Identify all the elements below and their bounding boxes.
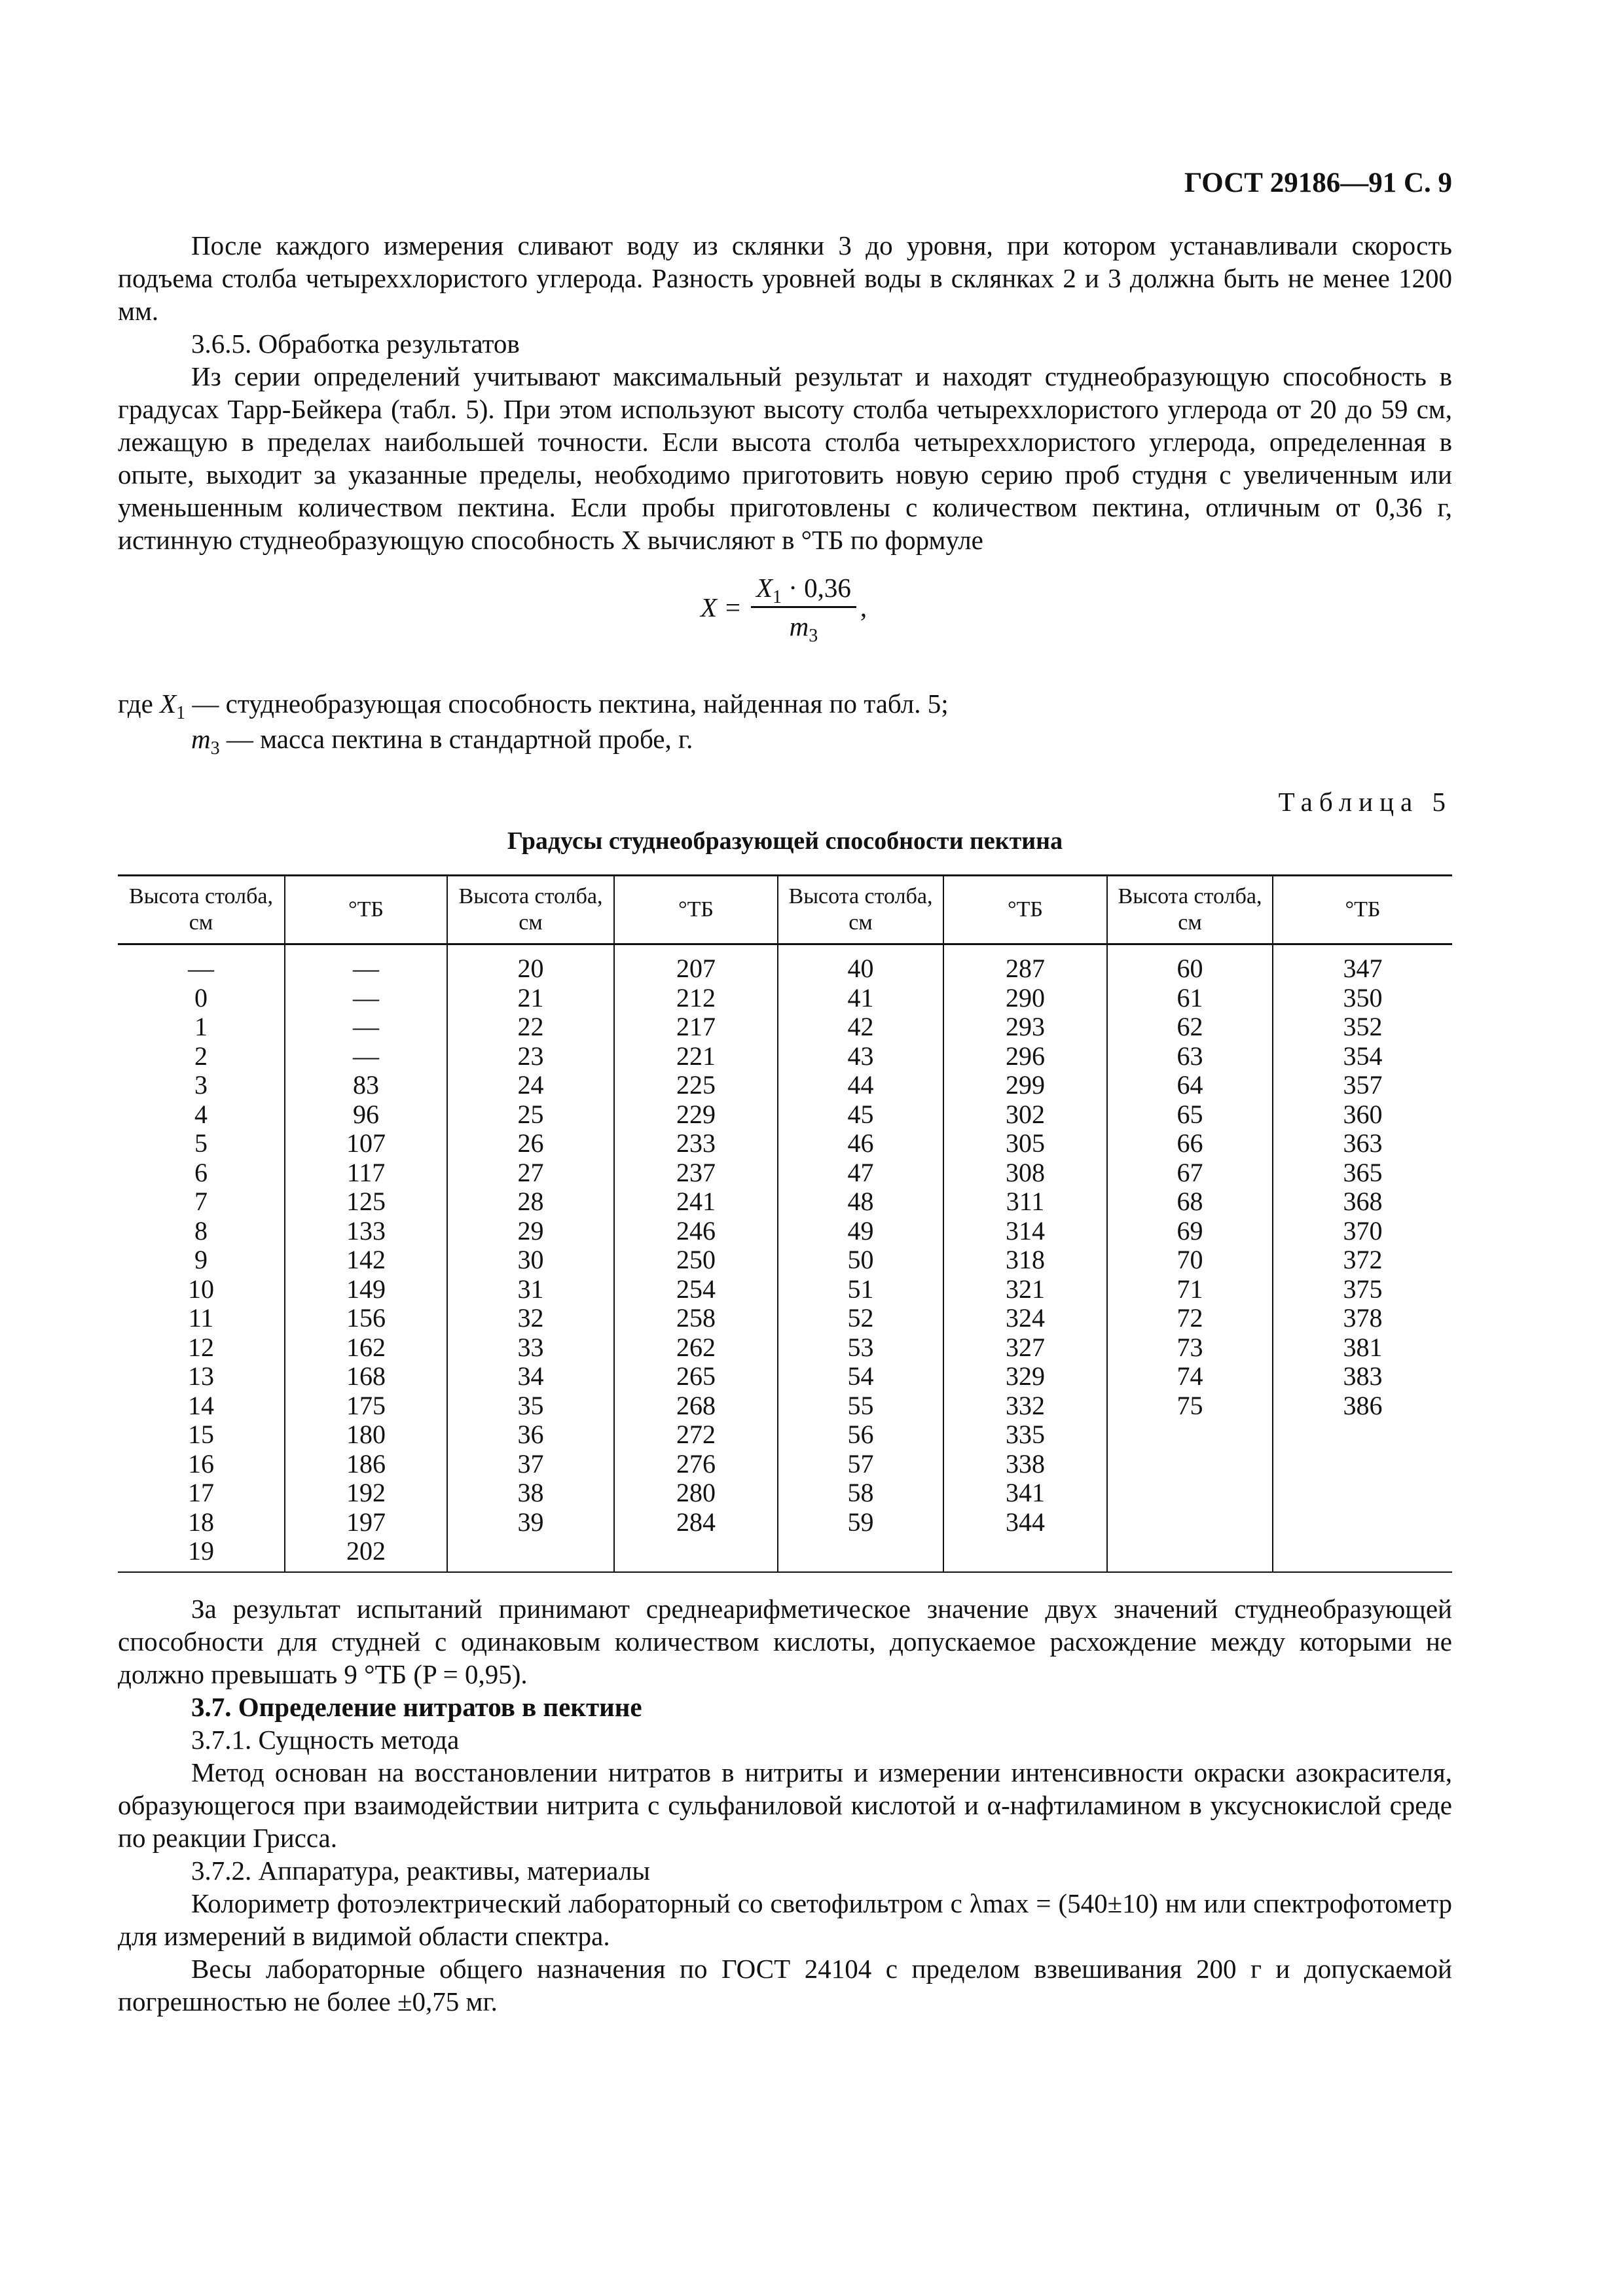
table-cell: 20 [517, 954, 544, 983]
table-cell: 287 [1006, 954, 1045, 983]
table-cell-empty [1108, 1479, 1272, 1508]
column-tb-2 [614, 944, 778, 1572]
table-cell: 284 [676, 1507, 716, 1537]
formula-legend [118, 687, 1452, 759]
table-cell: 149 [346, 1274, 386, 1304]
table-cell: 7 [194, 1187, 208, 1216]
table-cell: 0 [194, 982, 208, 1013]
table-cell: 71 [1176, 1274, 1203, 1304]
table-cell: 117 [346, 1157, 386, 1187]
table-cell: 162 [346, 1332, 386, 1362]
legend-m3: $m_3$ — масса пектина в стандартной пробе, г. [191, 724, 693, 759]
table-cell: 59 [847, 1507, 874, 1537]
table-cell: 57 [847, 1448, 874, 1479]
table-cell-empty [1273, 1537, 1452, 1566]
formula-tail: , [860, 592, 867, 622]
paragraph-drain-water: После каждого измерения сливают воду из склянки 3 до уровня, при котором устанавливали скорость подъема столба четыреххлористого углерода. Разность уровней воды в склянках 2 и 3 должна быть не менее 1200 мм. [118, 230, 1452, 326]
table-cell: 327 [1006, 1332, 1045, 1362]
table-cell: 212 [676, 982, 716, 1013]
formula-fraction [751, 569, 856, 645]
table-cell: 44 [847, 1070, 874, 1100]
table-cell-empty [778, 1537, 943, 1566]
table-cell: 347 [1343, 954, 1383, 983]
table-cell: 360 [1343, 1099, 1383, 1129]
table-cell: 31 [517, 1274, 544, 1304]
table-cell: 70 [1176, 1245, 1203, 1274]
table-header-row [118, 876, 1452, 944]
table-cell: 233 [676, 1128, 716, 1158]
table-cell: 52 [847, 1303, 874, 1333]
column-tb-4 [1273, 944, 1452, 1572]
table-cell-empty [1273, 1479, 1452, 1508]
table-cell: 207 [676, 954, 716, 983]
table-cell: 65 [1176, 1099, 1203, 1129]
table-body-row [118, 944, 1452, 1572]
table-cell: 42 [847, 1012, 874, 1041]
table-cell: — [353, 1041, 379, 1071]
formula-lhs: X = [701, 592, 742, 622]
table-cell: 168 [346, 1361, 386, 1391]
table-cell-empty [1273, 1420, 1452, 1450]
table-cell: 60 [1176, 954, 1203, 983]
table-cell: 72 [1176, 1303, 1203, 1333]
header-height-1: Высота столба, см [118, 876, 285, 944]
table-cell: 19 [188, 1536, 214, 1566]
table-cell: 308 [1006, 1157, 1045, 1187]
table-cell: — [353, 954, 379, 983]
header-height-2: Высота столба, см [447, 876, 614, 944]
table-cell: 133 [346, 1215, 386, 1246]
table-cell: 296 [1006, 1041, 1045, 1071]
table-cell: 12 [188, 1332, 214, 1362]
table-cell: 258 [676, 1303, 716, 1333]
table-cell-empty [448, 1537, 613, 1566]
header-height-3: Высота столба, см [778, 876, 943, 944]
table-cell: — [188, 954, 214, 983]
section-3-7-heading: 3.7. Определение нитратов в пектине [191, 1691, 642, 1722]
table-cell: 54 [847, 1361, 874, 1391]
table-cell: 2 [194, 1041, 208, 1071]
table-cell: 321 [1006, 1274, 1045, 1304]
table-cell: 272 [676, 1420, 716, 1449]
table-cell: 24 [517, 1070, 544, 1100]
table-cell: 344 [1006, 1507, 1045, 1537]
table-cell: 352 [1343, 1012, 1383, 1041]
table-cell: 202 [346, 1536, 386, 1566]
table-cell-empty [1108, 1508, 1272, 1537]
table-cell: 1 [194, 1012, 208, 1041]
table-cell: 64 [1176, 1070, 1203, 1100]
header-tb-3: °ТБ [943, 876, 1107, 944]
table-cell: 250 [676, 1245, 716, 1274]
table-cell: 125 [346, 1187, 386, 1216]
table-cell: 33 [517, 1332, 544, 1362]
table-cell: 305 [1006, 1128, 1045, 1158]
header-tb-1: °ТБ [285, 876, 447, 944]
table-cell: 5 [194, 1128, 208, 1158]
table-cell: 354 [1343, 1041, 1383, 1071]
column-height-1 [118, 944, 285, 1572]
table-cell: 73 [1176, 1332, 1203, 1362]
paragraph-results-processing: Из серии определений учитывают максимальный результат и находят студнеобразующую способность в градусах Тарр-Бейкера (табл. 5). При этом используют высоту столба четыреххлористого углерода от 20 до 59 см, лежащую в пределах наибольшей точности. Если высота столба четыреххлористого углерода, определенная в опыте, выходит за указанные пределы, необходимо приготовить новую серию проб студня с увеличенным или уменьшенным количеством пектина. Если пробы приготовлены с количеством пектина, отличным от 0,36 г, истинную студнеобразующую способность X вычисляют в °ТБ по формуле [118, 361, 1452, 555]
table-cell: 335 [1006, 1420, 1045, 1449]
table-title: Градусы студнеобразующей способности пектина [507, 827, 1063, 855]
table-cell: 13 [188, 1361, 214, 1391]
table-cell: 69 [1176, 1215, 1203, 1246]
table-cell: 39 [517, 1507, 544, 1537]
table-cell: 314 [1006, 1215, 1045, 1246]
table-cell: 66 [1176, 1128, 1203, 1158]
header-height-4: Высота столба, см [1107, 876, 1273, 944]
table-cell: 262 [676, 1332, 716, 1362]
table-cell: 25 [517, 1099, 544, 1129]
table-cell: 36 [517, 1420, 544, 1449]
table-cell: 74 [1176, 1361, 1203, 1391]
table-cell: 225 [676, 1070, 716, 1100]
table-cell: 293 [1006, 1012, 1045, 1041]
table-cell: 6 [194, 1157, 208, 1187]
formula-block [118, 556, 1452, 687]
table-cell: 221 [676, 1041, 716, 1071]
section-3-7-2-heading: 3.7.2. Аппаратура, реактивы, материалы [191, 1855, 650, 1886]
table-cell: 23 [517, 1041, 544, 1071]
table-cell: 175 [346, 1390, 386, 1420]
table-cell: 156 [346, 1303, 386, 1333]
table-cell: 302 [1006, 1099, 1045, 1129]
table-cell: 16 [188, 1448, 214, 1479]
table-cell: 318 [1006, 1245, 1045, 1274]
table-cell: 53 [847, 1332, 874, 1362]
table-cell: 311 [1006, 1187, 1045, 1216]
column-height-4 [1107, 944, 1273, 1572]
table-cell: 29 [517, 1215, 544, 1246]
table-cell: 68 [1176, 1187, 1203, 1216]
paragraph-scales: Весы лабораторные общего назначения по ГОСТ 24104 с пределом взвешивания 200 г и допускаемой погрешностью не более ±0,75 мг. [118, 1953, 1452, 2017]
table-cell: 268 [676, 1390, 716, 1420]
table-cell: 332 [1006, 1390, 1045, 1420]
table-cell: 21 [517, 982, 544, 1013]
legend-x1: где $X_1$ — студнеобразующая способность пектина, найденная по табл. 5; [118, 689, 949, 724]
table-cell: 350 [1343, 982, 1383, 1013]
table-cell: 48 [847, 1187, 874, 1216]
page-header: ГОСТ 29186—91 С. 9 [1184, 168, 1452, 198]
table-cell: 75 [1176, 1390, 1203, 1420]
table-cell: 363 [1343, 1128, 1383, 1158]
document-page [118, 167, 1452, 2018]
column-tb-1 [285, 944, 447, 1572]
table-cell: 383 [1343, 1361, 1383, 1391]
table-cell-empty [1108, 1420, 1272, 1450]
table-cell: 3 [194, 1070, 208, 1100]
table-cell: 192 [346, 1478, 386, 1507]
table-cell: 46 [847, 1128, 874, 1158]
table-cell: 4 [194, 1099, 208, 1129]
table-cell: 9 [194, 1245, 208, 1274]
table-cell: 28 [517, 1187, 544, 1216]
gel-strength-table [118, 874, 1452, 1573]
column-height-3 [778, 944, 943, 1572]
table-cell: 56 [847, 1420, 874, 1449]
table-cell: 41 [847, 982, 874, 1013]
paragraph-colorimeter: Колориметр фотоэлектрический лабораторный со светофильтром с λmax = (540±10) нм или спектрофотометр для измерений в видимой области спектра. [118, 1888, 1452, 1951]
formula-denominator: $m_3$ [789, 611, 818, 647]
table-cell-empty [615, 1537, 777, 1566]
table-cell: 22 [517, 1012, 544, 1041]
table-cell: 37 [517, 1448, 544, 1479]
table-cell: 8 [194, 1215, 208, 1246]
table-cell: 180 [346, 1420, 386, 1449]
table-cell: 49 [847, 1215, 874, 1246]
table-cell: 357 [1343, 1070, 1383, 1100]
table-cell: 47 [847, 1157, 874, 1187]
table-cell: 368 [1343, 1187, 1383, 1216]
table-cell: 63 [1176, 1041, 1203, 1071]
header-tb-4: °ТБ [1273, 876, 1452, 944]
table-cell: 15 [188, 1420, 214, 1449]
table-cell: 241 [676, 1187, 716, 1216]
table-cell: 40 [847, 954, 874, 983]
table-cell: 11 [188, 1303, 214, 1333]
table-cell-empty [1108, 1450, 1272, 1479]
table-cell: 365 [1343, 1157, 1383, 1187]
formula [701, 569, 867, 645]
table-cell: 290 [1006, 982, 1045, 1013]
table-cell: 62 [1176, 1012, 1203, 1041]
table-cell: 10 [188, 1274, 214, 1304]
table-cell: — [353, 982, 379, 1013]
table-cell: 265 [676, 1361, 716, 1391]
table-cell-empty [1273, 1508, 1452, 1537]
table-cell: — [353, 1012, 379, 1041]
table-cell: 386 [1343, 1390, 1383, 1420]
column-tb-3 [943, 944, 1107, 1572]
table-cell: 229 [676, 1099, 716, 1129]
column-height-2 [447, 944, 614, 1572]
table-cell: 38 [517, 1478, 544, 1507]
table-cell: 67 [1176, 1157, 1203, 1187]
table-cell: 237 [676, 1157, 716, 1187]
table-cell: 27 [517, 1157, 544, 1187]
table-cell: 276 [676, 1448, 716, 1479]
table-cell: 58 [847, 1478, 874, 1507]
table-cell: 51 [847, 1274, 874, 1304]
table-cell: 254 [676, 1274, 716, 1304]
table-cell: 83 [353, 1070, 379, 1100]
table-cell: 372 [1343, 1245, 1383, 1274]
table-cell: 17 [188, 1478, 214, 1507]
section-3-7-1-heading: 3.7.1. Сущность метода [191, 1724, 460, 1755]
table-cell: 34 [517, 1361, 544, 1391]
table-cell-empty [1273, 1450, 1452, 1479]
table-cell: 338 [1006, 1448, 1045, 1479]
formula-numerator: $X_1 \cdot 0,36$ [751, 569, 856, 608]
table-caption: Таблица 5 [1278, 787, 1452, 817]
table-cell: 45 [847, 1099, 874, 1129]
table-cell: 26 [517, 1128, 544, 1158]
table-cell: 329 [1006, 1361, 1045, 1391]
table-cell: 14 [188, 1390, 214, 1420]
table-cell: 370 [1343, 1215, 1383, 1246]
paragraph-method-essence: Метод основан на восстановлении нитратов в нитриты и измерении интенсивности окраски азокрасителя, образующегося при взаимодействии нитрита с сульфаниловой кислотой и α-нафтиламином в уксуснокислой среде по реакции Грисса. [118, 1757, 1452, 1853]
header-tb-2: °ТБ [614, 876, 778, 944]
table-cell: 50 [847, 1245, 874, 1274]
table-cell: 18 [188, 1507, 214, 1537]
table-cell: 324 [1006, 1303, 1045, 1333]
table-cell-empty [1108, 1537, 1272, 1566]
table-cell: 186 [346, 1448, 386, 1479]
table-cell: 35 [517, 1390, 544, 1420]
section-3-6-5-heading: 3.6.5. Обработка результатов [191, 329, 520, 359]
table-cell: 43 [847, 1041, 874, 1071]
table-cell: 197 [346, 1507, 386, 1537]
table-cell: 246 [676, 1215, 716, 1246]
table-cell: 217 [676, 1012, 716, 1041]
table-cell: 96 [353, 1099, 379, 1129]
table-cell: 30 [517, 1245, 544, 1274]
table-cell: 378 [1343, 1303, 1383, 1333]
table-cell: 299 [1006, 1070, 1045, 1100]
table-cell: 341 [1006, 1478, 1045, 1507]
table-cell: 375 [1343, 1274, 1383, 1304]
table-cell: 280 [676, 1478, 716, 1507]
table-cell: 55 [847, 1390, 874, 1420]
table-cell: 107 [346, 1128, 386, 1158]
table-cell-empty [944, 1537, 1106, 1566]
table-cell: 61 [1176, 982, 1203, 1013]
table-cell: 142 [346, 1245, 386, 1274]
table-cell: 381 [1343, 1332, 1383, 1362]
table-cell: 32 [517, 1303, 544, 1333]
paragraph-test-result: За результат испытаний принимают среднеарифметическое значение двух значений студнеобразующей способности для студней с одинаковым количеством кислоты, допускаемое расхождение между которыми не должно превышать 9 °ТБ (P = 0,95). [118, 1593, 1452, 1689]
